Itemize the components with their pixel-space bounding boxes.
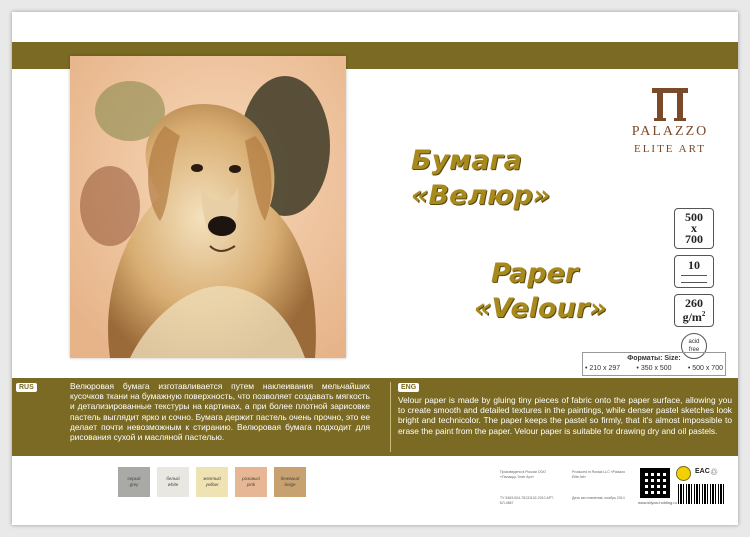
swatch-label-ru: белый [166,476,180,481]
swatch-label-en: pink [246,482,256,487]
swatch-label-en: beige [284,482,296,487]
certification-seal-icon [676,466,691,481]
column-divider [390,382,391,452]
formats-heading: Форматы: Size: [627,355,681,362]
website-text: www.kityan-holding.ru [638,500,677,505]
sheet-count-badge [674,255,714,288]
swatch-label-en: grey [129,482,139,487]
sheets-icon [681,275,707,283]
format-item: • 350 x 500 [636,365,672,372]
brand-subtitle: ELITE ART [633,143,707,155]
recycle-icon: ♲ [710,467,719,477]
swatch-grey [118,467,150,497]
manufacturer-en: Produced in Russia LLC «Palazzo Elite Art» [572,470,626,479]
brand-logo [624,86,716,155]
title-en-line1: Paper [491,258,579,289]
brand-name: PALAZZO [631,124,709,139]
acid-free-line1: acid [688,339,700,345]
rus-description: Велюровая бумага изготавливается путем наклеивания мельчайших кусочков ткани на бумажную поверхность, что позволяет создавать мягкость и детализированные текстуры на картинах, а при более плотной зарисовке пастель выглядит ярко и сочно. Бумага держит пастель очень прочно, это ее делает почти невозможным к стиранию. Велюровая бумага подходит для рисования сухой и масляной пастелью. [70,381,370,443]
eac-mark: EAC [695,468,710,475]
color-swatches [118,467,306,497]
sheet-count: 10 [688,258,700,272]
eng-tag: ENG [398,383,419,392]
swatch-label-ru: бежевый [280,476,300,481]
product-cover [12,12,738,525]
title-ru-line1: Бумага [411,145,522,176]
swatch-yellow [196,467,228,497]
manufacturer-ru: Произведено в России ООО «Палаццо Элит Арт» [500,470,547,479]
density-unit: g/m [682,310,702,324]
product-codes: ТУ 5463-004-78131102-2010 АРТ. БЛ-4867 [500,496,554,505]
format-item: • 210 x 297 [585,365,621,372]
swatch-label-en: white [167,482,179,487]
formats-box [582,352,726,376]
barcode-icon [678,484,724,504]
golden-retriever-image [70,56,346,358]
spec-icons [674,208,714,359]
swatch-label-ru: розовый [242,476,260,481]
qr-code-icon [640,468,670,498]
swatch-label-ru: серый [127,476,141,481]
swatch-label-ru: желтый [203,476,221,481]
column-arch-icon [650,86,690,122]
eng-description: Velour paper is made by gluing tiny pieces of fabric onto the paper surface, allowing you to create smooth and detailed textures in the paintings, while denser pastel sketches look bright and technicolor. The paper keeps the pastel so firmly, that it's almost impossible to erase the paint from the paper. Velour paper is suitable for drawing dry and oil pastels. [398,395,732,436]
acid-free-line2: free [688,347,700,353]
density-unit-exponent: 2 [701,310,706,318]
swatch-label-en: yellow [205,482,219,487]
size-badge [674,208,714,249]
size-separator: x [691,221,697,235]
title-en-line2: «Velour» [474,293,607,324]
density-badge [674,294,714,327]
size-width: 500 [685,210,703,224]
swatch-pink [235,467,267,497]
production-date: Дата изготовления: ноябрь 2014 [572,496,625,500]
title-ru-line2: «Велюр» [411,180,551,211]
swatch-beige [274,467,306,497]
density-value: 260 [685,296,703,310]
size-height: 700 [685,232,703,246]
dog-painting [70,56,346,358]
rus-tag: RUS [16,383,37,392]
swatch-white [157,467,189,497]
format-item: • 500 x 700 [687,365,723,372]
